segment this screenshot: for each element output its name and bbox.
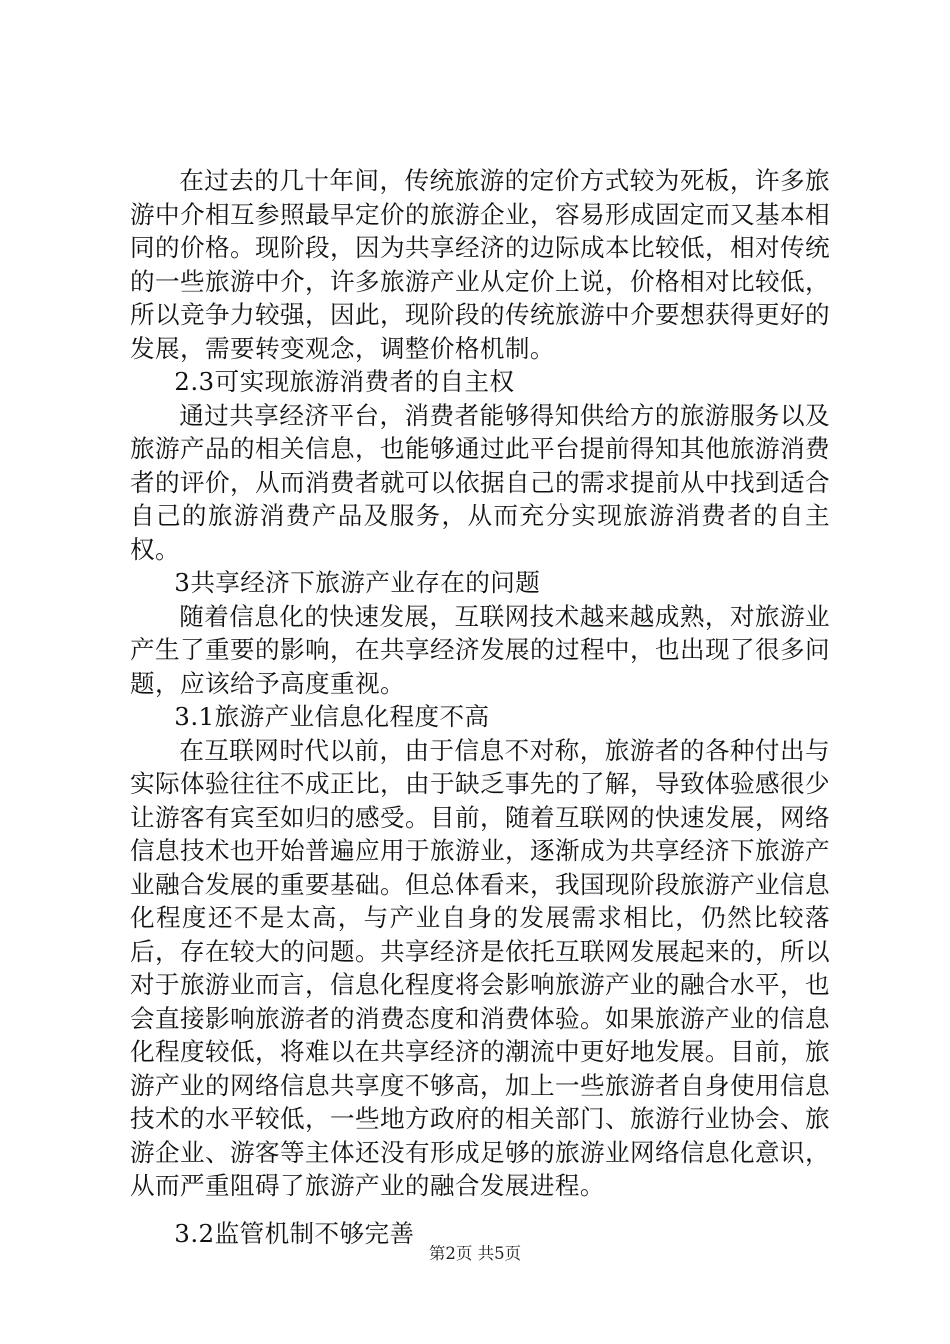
heading-3-1: 3.1旅游产业信息化程度不高 (174, 702, 490, 731)
paragraph-autonomy: 通过共享经济平台，消费者能够得知供给方的旅游服务以及旅游产品的相关信息，也能够通过此平台提前得知其他旅游消费者的评价，从而消费者就可以依据自己的需求提前从中找到适合自己的旅游消费产品及服务，从而充分实现旅游消费者的自主权。 (130, 400, 830, 564)
heading-3-2: 3.2监管机制不够完善 (174, 1218, 415, 1248)
paragraph-informatization: 在互联网时代以前，由于信息不对称，旅游者的各种付出与实际体验往往不成正比，由于缺乏事先的了解，导致体验感很少让游客有宾至如归的感受。目前，随着互联网的快速发展，网络信息技术也开始普遍应用于旅游业，逐渐成为共享经济下旅游产业融合发展的重要基础。但总体看来，我国现阶段旅游产业信息化程度还不是太高，与产业自身的发展需求相比，仍然比较落后，存在较大的问题。共享经济是依托互联网发展起来的，所以对于旅游业而言，信息化程度将会影响旅游产业的融合水平，也会直接影响旅游者的消费态度和消费体验。如果旅游产业的信息化程度较低，将难以在共享经济的潮流中更好地发展。目前，旅游产业的网络信息共享度不够高，加上一些旅游者自身使用信息技术的水平较低，一些地方政府的相关部门、旅游行业协会、旅游企业、游客等主体还没有形成足够的旅游业网络信息化意识，从而严重阻碍了旅游产业的融合发展进程。 (130, 735, 830, 1200)
paragraph-pricing: 在过去的几十年间，传统旅游的定价方式较为死板，许多旅游中介相互参照最早定价的旅游企业，容易形成固定而又基本相同的价格。现阶段，因为共享经济的边际成本比较低，相对传统的一些旅游中介，许多旅游产业从定价上说，价格相对比较低，所以竞争力较强，因此，现阶段的传统旅游中介要想获得更好的发展，需要转变观念，调整价格机制。 (130, 166, 830, 363)
heading-3: 3共享经济下旅游产业存在的问题 (174, 568, 541, 597)
spacer (130, 1203, 830, 1217)
page-footer: 第2页 共5页 (428, 1244, 522, 1263)
paragraph-problems-intro: 随着信息化的快速发展，互联网技术越来越成熟，对旅游业产生了重要的影响，在共享经济发展的过程中，也出现了很多问题，应该给予高度重视。 (130, 601, 830, 698)
document-body (130, 164, 830, 1250)
heading-2-3: 2.3可实现旅游消费者的自主权 (174, 367, 515, 396)
